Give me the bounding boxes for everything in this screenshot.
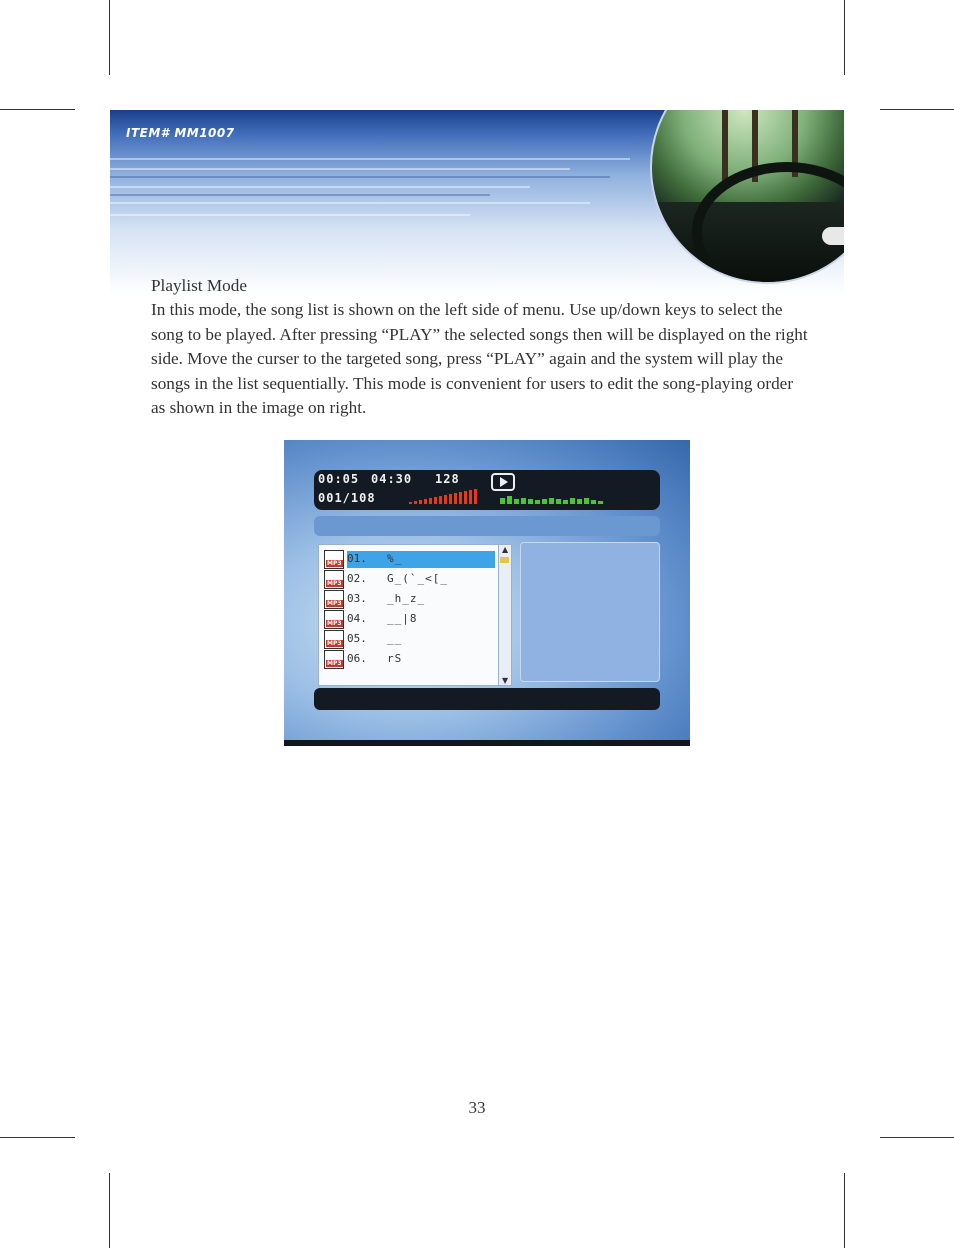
title-bar	[314, 516, 660, 536]
crop-mark	[880, 109, 954, 110]
crop-mark	[109, 0, 110, 75]
logo-badge-icon	[822, 227, 844, 245]
selection-highlight	[347, 551, 495, 568]
list-item[interactable]: MP3 03. _h_z_	[321, 589, 497, 608]
status-display	[314, 470, 660, 510]
crop-mark	[844, 1173, 845, 1248]
item-number: ITEM# MM1007	[126, 126, 235, 140]
crop-mark	[0, 1137, 75, 1138]
scroll-down-icon[interactable]: ▼	[502, 676, 509, 685]
playlist-panel[interactable]	[520, 542, 660, 682]
mp3-file-icon: MP3	[324, 630, 344, 649]
mp3-file-icon: MP3	[324, 590, 344, 609]
crop-mark	[844, 0, 845, 75]
playlist-screen-image	[284, 440, 690, 746]
play-icon	[491, 473, 515, 491]
car-interior-photo	[650, 110, 844, 284]
info-bar	[314, 688, 660, 710]
screen-bottom-edge	[284, 740, 690, 746]
elapsed-time: 00:05	[318, 472, 360, 486]
total-time: 04:30	[371, 472, 413, 486]
track-counter: 001/108	[318, 491, 376, 505]
mp3-file-icon: MP3	[324, 650, 344, 669]
crop-mark	[109, 1173, 110, 1248]
section-body: In this mode, the song list is shown on the left side of menu. Use up/down keys to select the song to be played. After pressing “PLAY” the selected songs then will be displayed on the right side. Move the curser to the targeted song, press “PLAY” again and the system will play the songs in the list sequentially. This mode is convenient for users to edit the song-playing order as shown in the image on right.	[151, 300, 808, 418]
mp3-file-icon: MP3	[324, 610, 344, 629]
list-item[interactable]: MP3 01. %_	[321, 549, 497, 568]
list-item[interactable]: MP3 06. rS	[321, 649, 497, 668]
scroll-thumb[interactable]	[500, 557, 509, 563]
song-list[interactable]	[318, 544, 500, 686]
list-item[interactable]: MP3 02. G_(`_<[_	[321, 569, 497, 588]
bitrate: 128	[435, 472, 460, 486]
section-text	[151, 274, 811, 420]
header-banner	[110, 110, 844, 295]
page-number: 33	[468, 1098, 486, 1117]
mp3-file-icon: MP3	[324, 570, 344, 589]
section-heading: Playlist Mode	[151, 276, 247, 295]
mp3-file-icon: MP3	[324, 550, 344, 569]
list-item[interactable]: MP3 04. __|8	[321, 609, 497, 628]
list-scrollbar[interactable]	[498, 544, 512, 686]
crop-mark	[880, 1137, 954, 1138]
scroll-up-icon[interactable]: ▲	[502, 545, 509, 554]
crop-mark	[0, 109, 75, 110]
list-item[interactable]: MP3 05. __	[321, 629, 497, 648]
